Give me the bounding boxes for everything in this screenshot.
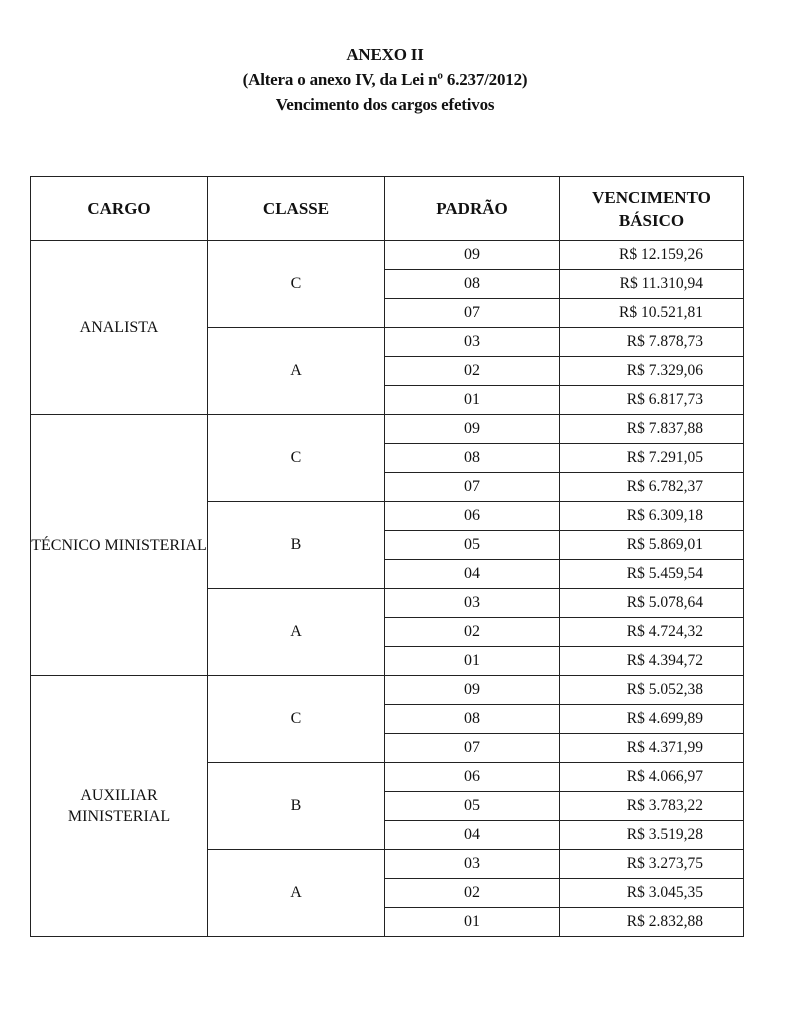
table-row	[31, 241, 744, 270]
vencimento-cell: R$ 7.837,88	[560, 415, 744, 444]
padrao-cell: 07	[385, 473, 560, 502]
padrao-cell: 03	[385, 850, 560, 879]
classe-cell: A	[208, 589, 385, 676]
vencimento-cell: R$ 6.782,37	[560, 473, 744, 502]
annex-caption: Vencimento dos cargos efetivos	[275, 95, 495, 114]
vencimento-cell: R$ 4.724,32	[560, 618, 744, 647]
vencimento-cell: R$ 3.519,28	[560, 821, 744, 850]
vencimento-cell: R$ 6.817,73	[560, 386, 744, 415]
vencimento-cell: R$ 10.521,81	[560, 299, 744, 328]
padrao-cell: 02	[385, 618, 560, 647]
padrao-cell: 05	[385, 792, 560, 821]
vencimento-cell: R$ 7.291,05	[560, 444, 744, 473]
padrao-cell: 07	[385, 734, 560, 763]
padrao-cell: 07	[385, 299, 560, 328]
padrao-cell: 03	[385, 589, 560, 618]
padrao-cell: 03	[385, 328, 560, 357]
vencimento-cell: R$ 3.783,22	[560, 792, 744, 821]
classe-cell: B	[208, 763, 385, 850]
padrao-cell: 02	[385, 357, 560, 386]
vencimento-cell: R$ 4.394,72	[560, 647, 744, 676]
vencimento-cell: R$ 4.699,89	[560, 705, 744, 734]
padrao-cell: 05	[385, 531, 560, 560]
vencimento-cell: R$ 3.273,75	[560, 850, 744, 879]
classe-cell: C	[208, 241, 385, 328]
vencimento-cell: R$ 5.459,54	[560, 560, 744, 589]
padrao-cell: 08	[385, 270, 560, 299]
table-header-row	[31, 177, 744, 241]
classe-cell: B	[208, 502, 385, 589]
vencimento-cell: R$ 7.878,73	[560, 328, 744, 357]
annex-title: ANEXO II	[346, 45, 424, 64]
header-classe: CLASSE	[208, 177, 385, 241]
table-row	[31, 676, 744, 705]
vencimento-cell: R$ 6.309,18	[560, 502, 744, 531]
vencimento-cell: R$ 11.310,94	[560, 270, 744, 299]
padrao-cell: 06	[385, 763, 560, 792]
header-vencimento: VENCIMENTO BÁSICO	[560, 177, 744, 241]
padrao-cell: 09	[385, 241, 560, 270]
padrao-cell: 04	[385, 821, 560, 850]
classe-cell: A	[208, 328, 385, 415]
cargo-cell: ANALISTA	[31, 241, 208, 415]
cargo-cell: TÉCNICO MINISTERIAL	[31, 415, 208, 676]
padrao-cell: 02	[385, 879, 560, 908]
padrao-cell: 01	[385, 908, 560, 937]
cargo-cell: AUXILIAR MINISTERIAL	[31, 676, 208, 937]
table-row	[31, 415, 744, 444]
vencimento-cell: R$ 5.869,01	[560, 531, 744, 560]
padrao-cell: 09	[385, 676, 560, 705]
padrao-cell: 08	[385, 705, 560, 734]
header-cargo: CARGO	[31, 177, 208, 241]
vencimento-cell: R$ 3.045,35	[560, 879, 744, 908]
padrao-cell: 09	[385, 415, 560, 444]
vencimento-cell: R$ 4.066,97	[560, 763, 744, 792]
padrao-cell: 08	[385, 444, 560, 473]
salary-table	[30, 176, 744, 937]
classe-cell: A	[208, 850, 385, 937]
vencimento-cell: R$ 5.078,64	[560, 589, 744, 618]
header-padrao: PADRÃO	[385, 177, 560, 241]
classe-cell: C	[208, 415, 385, 502]
padrao-cell: 01	[385, 386, 560, 415]
padrao-cell: 01	[385, 647, 560, 676]
classe-cell: C	[208, 676, 385, 763]
annex-subtitle: (Altera o anexo IV, da Lei nº 6.237/2012)	[242, 70, 528, 89]
vencimento-cell: R$ 7.329,06	[560, 357, 744, 386]
table-body	[31, 241, 744, 937]
vencimento-cell: R$ 4.371,99	[560, 734, 744, 763]
document-heading	[0, 42, 770, 117]
padrao-cell: 06	[385, 502, 560, 531]
vencimento-cell: R$ 12.159,26	[560, 241, 744, 270]
padrao-cell: 04	[385, 560, 560, 589]
vencimento-cell: R$ 2.832,88	[560, 908, 744, 937]
vencimento-cell: R$ 5.052,38	[560, 676, 744, 705]
